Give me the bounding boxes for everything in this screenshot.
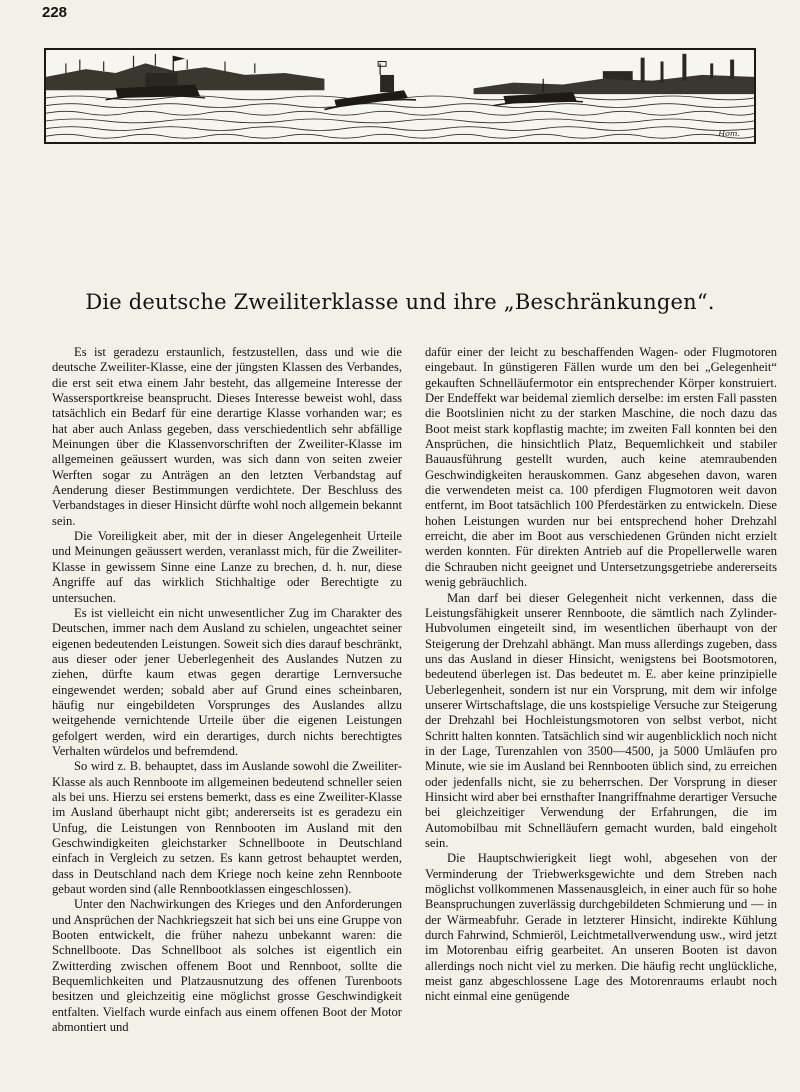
paragraph: Es ist vielleicht ein nicht unwesentlicher Zug im Charakter des Deutschen, immer nach dem Ausland zu schielen, ungeachtet seiner eigenen bedeutenden Leistungen. Soweit sich dies darauf beschränkt, aus dieser oder jener Ueberlegenheit des Auslandes Nutzen zu ziehen, dürfte kaum etwas gegen derartige Lernversuche eingewendet werden; sobald aber auf Grund eines scheinbaren, häufig nur eingebildeten Vorsprunges des Auslandes allzu weitgehende vernichtende Urteile über die eigenen Leistungen gefolgert werden, wird ein derartiges, durch nichts berechtigtes Verhalten würdelos und befremdend. [52, 605, 402, 758]
right-text-column [425, 345, 777, 1005]
paragraph: Es ist geradezu erstaunlich, festzustellen, dass und wie die deutsche Zweiliter-Klasse, eine der jüngsten Klassen des Verbandes, die erst seit etwa einem Jahr besteht, das allgemeine Interesse der Wassersportkreise beansprucht. Dieses Interesse beweist wohl, dass tatsächlich ein Bedarf für eine derartige Klasse vorhanden war; es hat aber auch Anlass gegeben, dass verschiedentlich sehr abfällige Meinungen über die Klassenvorschriften der Zweiliter-Klasse im allgemeinen geäussert wurden, was sich dann von seiten zweier Werften sogar zu Anträgen an den letzten Verbandstag auf Aenderung dieser Bestimmungen verdichtete. Der Beschluss des Verbandstages in dieser Hinsicht dürfte wohl noch allgemein bekannt sein. [52, 345, 402, 528]
paragraph: Die Hauptschwierigkeit liegt wohl, abgesehen von der Verminderung der Triebwerksgewichte und dem Streben nach möglichst vollkommenen Massenausgleich, in einer auch für so hohe Beanspruchungen zuverlässig durchgebildeten Schmierung und — in der Wärmeabfuhr. Gerade in letzterer Hinsicht, indirekte Kühlung durch Fahrwind, Schmieröl, Leichtmetallverwendung usw., wird jetzt im Motorenbau eifrig gearbeitet. An unseren Booten ist davon allerdings noch nicht viel zu merken. Die häufig recht unglückliche, meist ganz abgeschlossene Lage des Motorenraums erlaubt noch nicht einmal eine genügende [425, 851, 777, 1004]
paragraph: dafür einer der leicht zu beschaffenden Wagen- oder Flugmotoren eingebaut. In günstigeren Fällen wurde um den bei „Gelegenheit“ gekauften Schnelläufermotor ein entsprechender Körper konstruiert. Der Endeffekt war beidemal ziemlich derselbe: im ersten Fall passten die Bootslinien nicht zu der starken Maschine, die noch dazu das Boot meist stark kopflastig machte; im zweiten Fall konnten bei den Ansprüchen, die hinsichtlich Platz, Bequemlichkeit und stabiler Bauausführung gestellt wurden, auch keine atemraubenden Geschwindigkeiten herauskommen. Ganz abgesehen davon, waren die verwendeten meist ca. 100 pferdigen Flugmotoren weit davon entfernt, im Boot tatsächlich 100 Pferdestärken zu entwickeln. Diese hohen Leistungen wurden nur bei entsprechend hoher Drehzahl erreicht, die aber im Boot aus verschiedenen Gründen nicht erzielt werden konnten. Für direkten Antrieb auf die Propellerwelle waren die Schrauben nicht geeignet und Untersetzungsgetriebe andererseits wenig gebräuchlich. [425, 345, 777, 590]
paragraph: Die Voreiligkeit aber, mit der in dieser Angelegenheit Urteile und Meinungen geäussert werden, veranlasst mich, für die Zweiliter-Klasse in gewissem Sinne eine Lanze zu brechen, d. h. nur, diese Angriffe auf das wirklich Stichhaltige oder Berechtigte zu untersuchen. [52, 529, 402, 605]
paragraph: Man darf bei dieser Gelegenheit nicht verkennen, dass die Leistungsfähigkeit unserer Rennboote, die sämtlich nach Zylinder-Hubvolumen eingeteilt sind, im wesentlichen überhaupt von der Steigerung der Drehzahl abhängt. Man muss allerdings zugeben, dass uns das Ausland in dieser Hinsicht, wenigstens bei Bootsmotoren, bedeutend überlegen ist. Das bedeutet m. E. aber keine prinzipielle Ueberlegenheit, sondern ist nur ein Vorsprung, mit dem wir infolge unserer Wirtschaftslage, die uns kostspielige Versuche zur Steigerung der Drehzahl bei Hochleistungsmotoren von selbst verbot, nicht Schritt halten konnten. Tatsächlich sind wir augenblicklich noch nicht in der Lage, Turenzahlen von 3500—4500, ja 5000 Umläufen pro Minute, wie sie im Ausland bei Rennbooten üblich sind, zu erreichen oder jedenfalls nicht, sie zu beherrschen. Der Vorsprung in dieser Hinsicht wird aber bei ernsthafter Inangriffnahme derartiger Versuche bei gleichzeitiger Verwendung der Erfahrungen, die im Automobilbau mit Schnelläufern gemacht wurden, bald eingeholt sein. [425, 590, 777, 850]
motorboat-illustration [44, 48, 756, 144]
page-number: 228 [42, 4, 68, 21]
article-title: Die deutsche Zweiliterklasse und ihre „Beschränkungen“. [85, 290, 715, 314]
illustration-signature: Hom. [718, 129, 740, 139]
paragraph: Unter den Nachwirkungen des Krieges und den Anforderungen und Ansprüchen der Nachkriegszeit hat sich bei uns eine Gruppe von Booten entwickelt, die früher nahezu unbekannt waren: die Schnellboote. Das Schnellboot als solches ist eigentlich ein Zwitterding zwischen offenem Boot und Rennboot, sollte die Bequemlichkeiten und Platzausnutzung des offenen Turenboots besitzen und gleichzeitig eine möglichst grosse Geschwindigkeit entfalten. Vielfach wurde einfach aus einem offenen Boot der Motor abmontiert und [52, 897, 402, 1035]
motorboat-race-drawing [46, 50, 754, 142]
paragraph: So wird z. B. behauptet, dass im Auslande sowohl die Zweiliter-Klasse als auch Rennboote im allgemeinen bedeutend schneller seien als bei uns. Hierzu sei erstens bemerkt, dass es eine Zweiliter-Klasse im Ausland überhaupt nicht gibt; andererseits ist es geradezu ein Unfug, die Leistungen von Rennbooten im Ausland mit den Geschwindigkeiten gleichstarker Schnellboote in Deutschland einfach in Vergleich zu setzen. Es kann getrost behauptet werden, dass in Deutschland nach dem Kriege noch keine zehn Rennboote gebaut worden sind (alle Rennbootklassen eingeschlossen). [52, 759, 402, 897]
left-text-column [52, 345, 402, 1035]
